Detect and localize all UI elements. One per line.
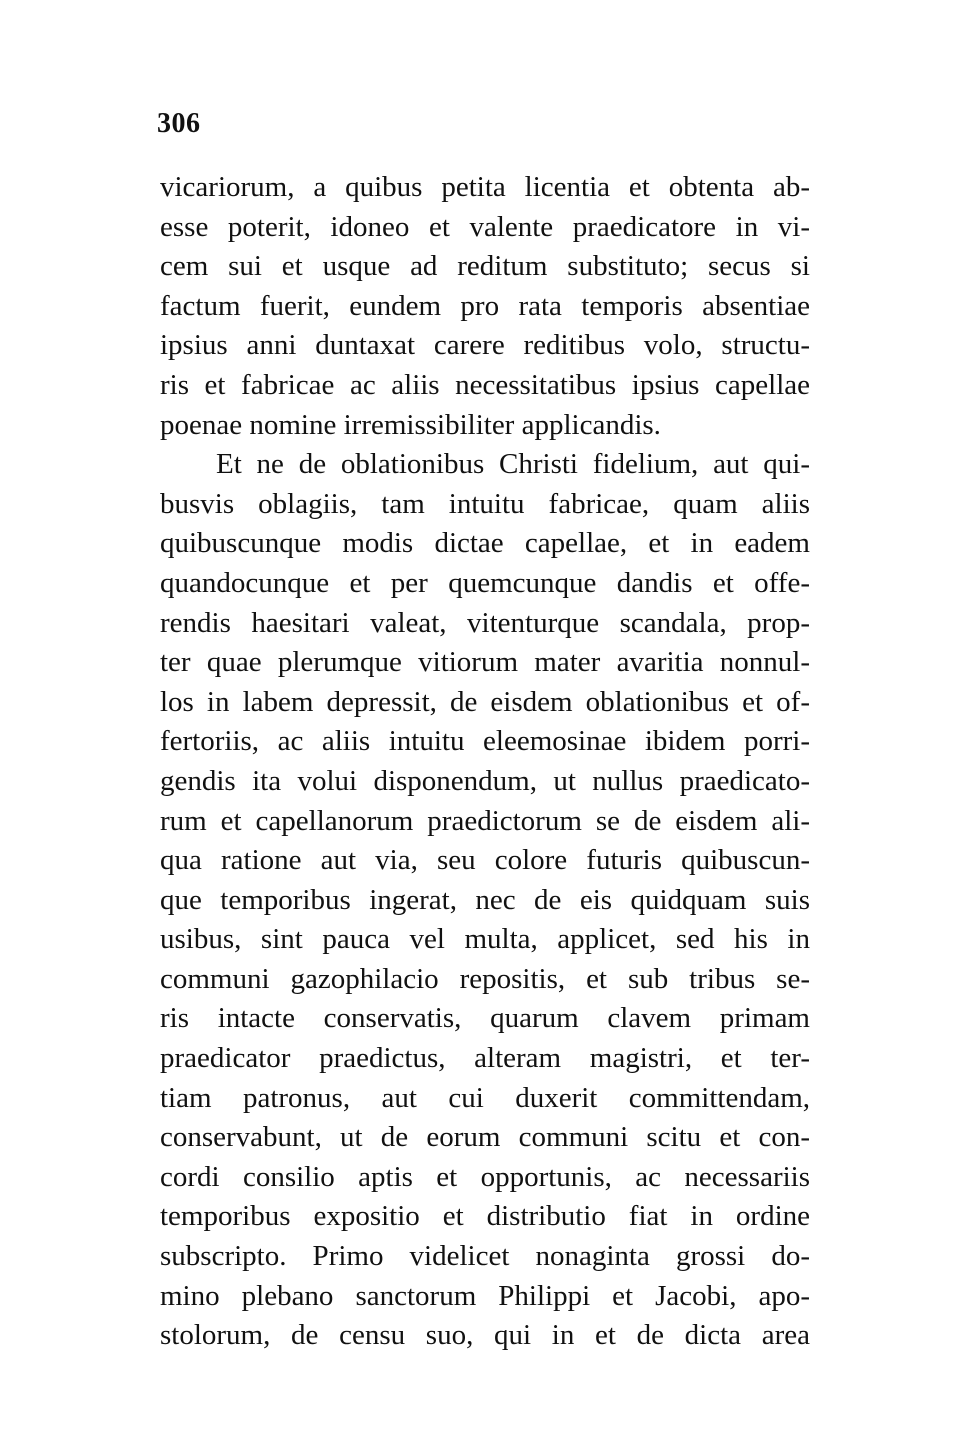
text-line: ris et fabricae ac aliis necessitatibus ipsius capellae: [160, 368, 810, 401]
text-line: rum et capellanorum praedictorum se de eisdem ali-: [160, 804, 810, 837]
body-text: [160, 168, 810, 1356]
text-line: gendis ita volui disponendum, ut nullus praedicato-: [160, 764, 810, 797]
text-line: subscripto. Primo videlicet nonaginta grossi do-: [160, 1240, 810, 1273]
text-line: factum fuerit, eundem pro rata temporis absentiae: [160, 289, 810, 322]
paragraph-end-line: poenae nomine irremissibiliter applicandis.: [160, 408, 661, 441]
text-line: communi gazophilacio repositis, et sub tribus se-: [160, 962, 810, 995]
text-line: que temporibus ingerat, nec de eis quidquam suis: [160, 883, 810, 916]
text-line: quandocunque et per quemcunque dandis et offe-: [160, 566, 810, 599]
text-line: cem sui et usque ad reditum substituto; secus si: [160, 250, 810, 283]
text-line: busvis oblagiis, tam intuitu fabricae, quam aliis: [160, 487, 810, 520]
page-number: 306: [157, 108, 201, 139]
text-line: ipsius anni duntaxat carere reditibus volo, structu-: [160, 329, 810, 362]
text-line: tiam patronus, aut cui duxerit committendam,: [160, 1081, 810, 1114]
text-line: los in labem depressit, de eisdem oblationibus et of-: [160, 685, 810, 718]
text-line: conservabunt, ut de eorum communi scitu et con-: [160, 1121, 810, 1154]
text-line: mino plebano sanctorum Philippi et Jacobi, apo-: [160, 1279, 810, 1312]
text-line: vicariorum, a quibus petita licentia et obtenta ab-: [160, 171, 810, 203]
text-line: esse poterit, idoneo et valente praedicatore in vi-: [160, 210, 810, 243]
text-line: temporibus expositio et distributio fiat in ordine: [160, 1200, 810, 1233]
text-line: ris intacte conservatis, quarum clavem primam: [160, 1002, 810, 1035]
text-line: praedicator praedictus, alteram magistri, et ter-: [160, 1042, 810, 1075]
text-line: stolorum, de censu suo, qui in et de dicta area: [160, 1319, 810, 1352]
text-line: rendis haesitari valeat, vitenturque scandala, prop-: [160, 606, 810, 639]
text-line: fertoriis, ac aliis intuitu eleemosinae ibidem porri-: [160, 725, 810, 758]
text-line: ter quae plerumque vitiorum mater avaritia nonnul-: [160, 646, 810, 679]
text-line: cordi consilio aptis et opportunis, ac necessariis: [160, 1160, 810, 1193]
text-line: quibuscunque modis dictae capellae, et in eadem: [160, 527, 810, 560]
text-line: usibus, sint pauca vel multa, applicet, sed his in: [160, 923, 810, 956]
paragraph-start-line: Et ne de oblationibus Christi fidelium, aut qui-: [216, 448, 810, 481]
text-line: qua ratione aut via, seu colore futuris quibuscun-: [160, 844, 810, 877]
